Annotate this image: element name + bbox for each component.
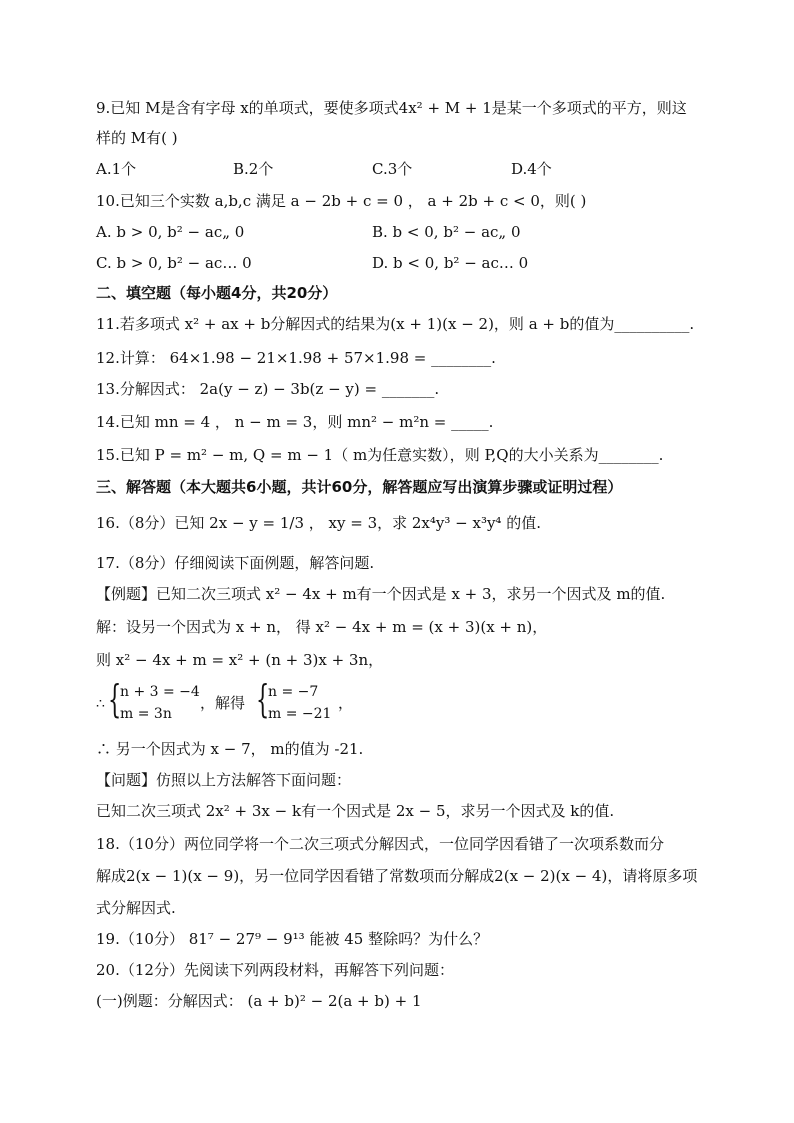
therefore-symbol: ∴ — [96, 696, 105, 712]
question-18-line-1: 18.（10分）两位同学将一个二次三项式分解因式，一位同学因看错了一次项系数而分 — [96, 835, 664, 853]
left-brace-2: { — [256, 677, 270, 721]
system-2-eq-2: m = −21 — [268, 706, 332, 722]
question-14: 14.已知 mn = 4 ， n − m = 3，则 mn² − m²n = _____. — [96, 413, 494, 431]
question-12: 12.计算： 64×1.98 − 21×1.98 + 57×1.98 = ________. — [96, 349, 496, 367]
question-19: 19.（10分） 81⁷ − 27⁹ − 9¹³ 能被 45 整除吗？为什么？ — [96, 930, 489, 948]
question-10-options-row-2 — [96, 253, 704, 275]
question-10-options-row-1 — [96, 222, 704, 244]
system-2-eq-1: n = −7 — [268, 684, 319, 700]
system-1-eq-1: n + 3 = −4 — [120, 684, 200, 700]
example-title: 【例题】已知二次三项式 x² − 4x + m有一个因式是 x + 3，求另一个因式及 m的值. — [96, 585, 666, 603]
question-9-options — [96, 159, 704, 181]
system-1-eq-2: m = 3n — [120, 706, 172, 722]
comma: ， — [338, 694, 354, 712]
option-a: A. b > 0, b² − ac„ 0 — [96, 223, 245, 241]
question-10: 10.已知三个实数 a,b,c 满足 a − 2b + c = 0 ， a + 2b + c < 0，则( ) — [96, 192, 587, 210]
question-9-line-2: 样的 M有( ) — [96, 129, 178, 147]
option-c: C.3个 — [372, 160, 413, 178]
solve-text: ，解得 — [200, 694, 246, 712]
problem-text: 已知二次三项式 2x² + 3x − k有一个因式是 2x − 5，求另一个因式及 k的值. — [96, 802, 615, 820]
question-16: 16.（8分）已知 2x − y = 1/3 ， xy = 3，求 2x⁴y³ − x³y⁴ 的值. — [96, 514, 541, 532]
question-20-example: (一)例题：分解因式： (a + b)² − 2(a + b) + 1 — [96, 992, 422, 1010]
option-a: A.1个 — [96, 160, 137, 178]
left-brace-1: { — [108, 677, 122, 721]
section-2-heading: 二、填空题（每小题4分，共20分） — [96, 284, 338, 302]
example-solution-line-1: 解：设另一个因式为 x + n， 得 x² − 4x + m = (x + 3)(x + n)， — [96, 618, 548, 636]
problem-title: 【问题】仿照以上方法解答下面问题： — [96, 771, 352, 789]
option-b: B.2个 — [233, 160, 274, 178]
question-11: 11.若多项式 x² + ax + b分解因式的结果为(x + 1)(x − 2)，则 a + b的值为__________. — [96, 315, 695, 333]
example-solution-line-2: 则 x² − 4x + m = x² + (n + 3)x + 3n， — [96, 651, 384, 669]
option-b: B. b < 0, b² − ac„ 0 — [372, 223, 521, 241]
example-conclusion: ∴ 另一个因式为 x − 7， m的值为 -21. — [96, 740, 364, 758]
example-equation-system — [96, 677, 596, 723]
question-20: 20.（12分）先阅读下列两段材料，再解答下列问题： — [96, 961, 454, 979]
question-18-line-3: 式分解因式. — [96, 899, 176, 917]
question-15: 15.已知 P = m² − m, Q = m − 1（ m为任意实数），则 P,Q的大小关系为________. — [96, 446, 664, 464]
option-c: C. b > 0, b² − ac… 0 — [96, 254, 252, 272]
section-3-heading: 三、解答题（本大题共6小题，共计60分，解答题应写出演算步骤或证明过程） — [96, 478, 623, 496]
question-9-line-1: 9.已知 M是含有字母 x的单项式，要使多项式4x² + M + 1是某一个多项式的平方，则这 — [96, 99, 687, 117]
option-d: D. b < 0, b² − ac… 0 — [372, 254, 529, 272]
question-18-line-2: 解成2(x − 1)(x − 9)，另一位同学因看错了常数项而分解成2(x − 2)(x − 4)，请将原多项 — [96, 867, 698, 885]
question-17: 17.（8分）仔细阅读下面例题，解答问题. — [96, 554, 375, 572]
question-13: 13.分解因式： 2a(y − z) − 3b(z − y) = _______. — [96, 380, 440, 398]
option-d: D.4个 — [511, 160, 552, 178]
